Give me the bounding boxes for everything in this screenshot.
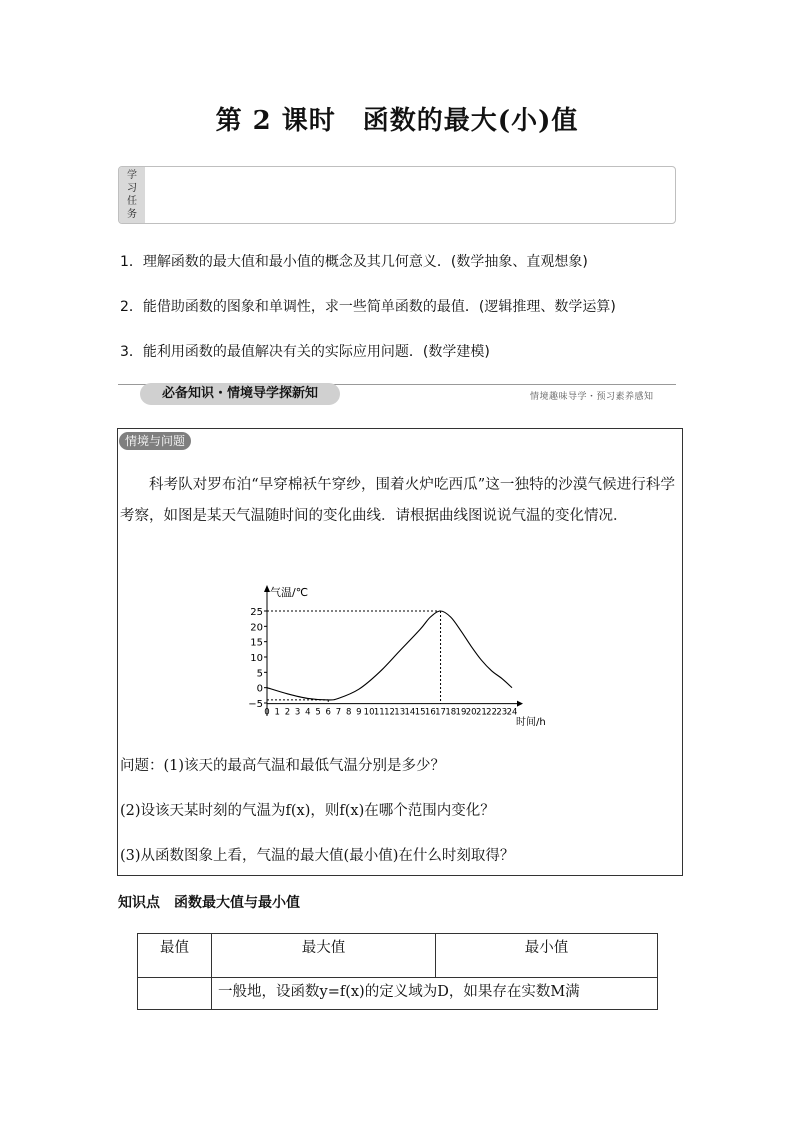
x-tick-label: 14 xyxy=(404,707,416,718)
table-cell xyxy=(138,978,212,1010)
table-definition-cell: 一般地，设函数y=f(x)的定义域为D，如果存在实数M满 xyxy=(212,978,658,1010)
table-header-cell: 最小值 xyxy=(436,934,658,978)
question-3: (3)从函数图象上看，气温的最大值(最小值)在什么时刻取得？ xyxy=(120,848,515,864)
x-tick-label: 23 xyxy=(496,707,508,718)
table-header-cell: 最大值 xyxy=(212,934,436,978)
section-banner: 必备知识・情境导学探新知 xyxy=(140,383,340,405)
objective-3: 3．能利用函数的最值解决有关的实际应用问题．(数学建模) xyxy=(120,344,490,360)
y-tick-label: 25 xyxy=(250,607,263,618)
objective-1: 1．理解函数的最大值和最小值的概念及其几何意义．(数学抽象、直观想象) xyxy=(120,254,588,270)
x-tick-label: 9 xyxy=(356,707,362,718)
page-title: 第 2 课时 函数的最大(小)值 xyxy=(215,106,579,136)
x-tick-label: 20 xyxy=(465,707,477,718)
scenario-tag: 情境与问题 xyxy=(119,432,191,450)
x-tick-label: 5 xyxy=(315,707,321,718)
table-header-cell: 最值 xyxy=(138,934,212,978)
y-tick-label: 0 xyxy=(256,683,263,695)
x-axis-arrow xyxy=(517,701,523,707)
x-tick-label: 16 xyxy=(424,707,436,718)
x-tick-label: 8 xyxy=(345,707,352,718)
temperature-chart xyxy=(250,582,560,730)
x-tick-label: 24 xyxy=(506,707,518,718)
y-tick-label: −5 xyxy=(248,699,263,710)
banner-subtitle: 情境趣味导学・预习素养感知 xyxy=(530,392,654,402)
x-tick-label: 2 xyxy=(284,707,291,718)
x-tick-label: 19 xyxy=(455,707,467,718)
y-tick-label: 20 xyxy=(250,622,263,634)
y-axis-label: 气温/℃ xyxy=(270,586,309,599)
x-tick-label: 10 xyxy=(363,707,375,718)
x-tick-label: 3 xyxy=(294,707,301,718)
y-tick-label: 10 xyxy=(250,653,263,664)
learning-task-box xyxy=(118,166,676,224)
x-tick-label: 21 xyxy=(475,707,487,718)
x-tick-label: 18 xyxy=(445,707,457,718)
extremum-table xyxy=(137,933,658,1010)
temperature-curve xyxy=(267,611,512,700)
x-tick-label: 4 xyxy=(305,707,311,718)
x-tick-label: 11 xyxy=(373,707,385,718)
scenario-text: 科考队对罗布泊“早穿棉袄午穿纱，围着火炉吃西瓜”这一独特的沙漠气候进行科学考察，如图是某天气温随时间的变化曲线．请根据曲线图说说气温的变化情况． xyxy=(120,477,675,524)
x-tick-label: 22 xyxy=(486,707,497,718)
learning-task-label: 学 习 任 务 xyxy=(119,167,145,223)
x-tick-label: 0 xyxy=(264,707,270,718)
question-1: 问题：(1)该天的最高气温和最低气温分别是多少？ xyxy=(120,758,446,774)
knowledge-point-title: 知识点 函数最大值与最小值 xyxy=(118,895,300,911)
x-tick-label: 1 xyxy=(274,707,280,718)
x-tick-label: 6 xyxy=(325,707,331,718)
x-tick-label: 17 xyxy=(435,707,446,718)
y-tick-label: 5 xyxy=(256,668,263,680)
x-tick-label: 13 xyxy=(394,707,406,718)
question-2: (2)设该天某时刻的气温为f(x)，则f(x)在哪个范围内变化？ xyxy=(120,803,495,819)
x-tick-label: 7 xyxy=(335,707,342,718)
x-tick-label: 15 xyxy=(414,707,426,718)
objective-2: 2．能借助函数的图象和单调性，求一些简单函数的最值．(逻辑推理、数学运算) xyxy=(120,299,616,315)
y-tick-label: 15 xyxy=(250,637,263,649)
x-tick-label: 12 xyxy=(384,707,395,718)
x-axis-label: 时间/h xyxy=(516,717,546,728)
